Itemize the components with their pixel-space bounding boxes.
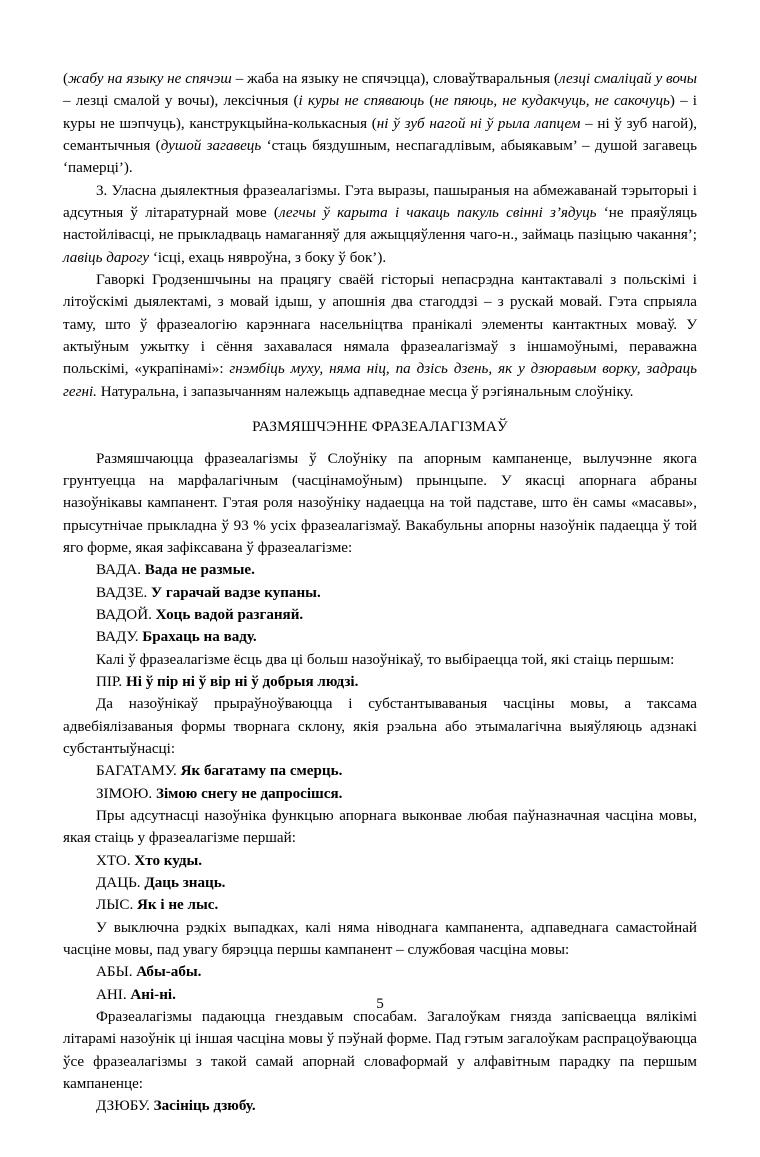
- example-group-2: [63, 671, 697, 693]
- text-run: (: [63, 71, 69, 87]
- text-run: – ні ў зуб нагой), семантычныя (: [63, 115, 698, 155]
- entry-headword: ДЗЮБУ.: [96, 1098, 154, 1115]
- dictionary-entry: [63, 894, 697, 916]
- dictionary-entry: [63, 671, 697, 693]
- dictionary-entry: [63, 626, 697, 648]
- paragraph-7: [63, 805, 697, 850]
- italic-run: не пяюць, не кудакчуць, не сакочуць: [434, 93, 670, 110]
- entry-headword: ЛЫС.: [96, 897, 138, 914]
- text-run: Да назоўнікаў прыраўноўваюцца і субстантываваныя часціны мовы, а таксама адвебіялізаваныя формы творнага склону, якія рэальна або этымалагічна выяўляюць адзнакі субстантыўнасці:: [63, 696, 697, 757]
- paragraph-1: [63, 68, 697, 180]
- dictionary-entry: [63, 961, 697, 983]
- entry-phrase: Ні ў пір ні ў вір ні ў добрыя людзі.: [125, 673, 359, 690]
- text-run: Калі ў фразеалагізме ёсць два ці больш назоўнікаў, то выбіраецца той, які стаіць першым:: [96, 651, 675, 668]
- entry-headword: ДАЦЬ.: [96, 875, 145, 892]
- text-column: [63, 68, 697, 1118]
- entry-headword: ЗІМОЮ.: [96, 785, 156, 802]
- italic-run: гнэмбіць муху, няма ніц, па дзісь дзень, як у дзюравым ворку, задраць гегні.: [63, 361, 697, 400]
- example-group-3: [63, 760, 697, 805]
- italic-run: лавіць дарогу: [63, 249, 150, 266]
- entry-headword: ВАДОЙ.: [96, 606, 156, 623]
- example-group-6: [63, 1095, 697, 1117]
- entry-phrase: Хоць вадой разганяй.: [155, 606, 304, 623]
- entry-headword: ВАДУ.: [96, 629, 143, 646]
- paragraph-9: [63, 1006, 697, 1095]
- entry-phrase: Засініць дзюбу.: [153, 1098, 256, 1115]
- entry-phrase: Ані-ні.: [130, 986, 176, 1003]
- text-run: ) – і куры не шэпчуць), канструкцыйна-колькасныя (: [63, 93, 698, 132]
- entry-phrase: Як і не лыс.: [137, 897, 219, 914]
- entry-headword: ХТО.: [96, 852, 135, 869]
- text-run: У выключна рэдкіх выпадках, калі няма ніводнага кампанента, адпаведнага самастойнай часціне мовы, пад увагу бярэцца першы кампанент – службовая часціна мовы:: [63, 919, 697, 959]
- entry-phrase: Даць знаць.: [144, 875, 226, 892]
- section-heading: РАЗМЯШЧЭННЕ ФРАЗЕАЛАГІЗМАЎ: [252, 419, 508, 436]
- dictionary-entry: [63, 760, 697, 782]
- paragraph-8: [63, 917, 697, 962]
- italic-run: душой загавець: [160, 138, 262, 155]
- italic-run: ні ў зуб нагой ні ў рыла лапцем: [376, 115, 581, 132]
- entry-phrase: Абы-абы.: [136, 964, 202, 981]
- text-run: Пры адсутнасці назоўніка функцыю апорнага выконвае любая паўназначная часціна мовы, якая стаіць у фразеалагізме першай:: [63, 808, 697, 847]
- entry-phrase: У гарачай вадзе купаны.: [151, 584, 321, 601]
- paragraph-6: [63, 693, 697, 760]
- paragraph-2: [63, 180, 697, 269]
- text-run: (: [424, 93, 435, 110]
- dictionary-entry: [63, 559, 697, 581]
- entry-phrase: Зімою снегу не дапросішся.: [155, 785, 343, 802]
- text-run: ‘не праяўляць настойлівасці, не прыкладваць намаганняў для ажыццяўлення чаго-н., займаць пазіцыю чакання’;: [63, 205, 698, 244]
- dictionary-entry: [63, 872, 697, 894]
- text-run: Натуральна, і запазычанням належыць адпаведнае месца ў рэгіянальным слоўніку.: [96, 383, 634, 400]
- entry-headword: ВАДЗЕ.: [96, 584, 152, 601]
- text-run: ‘стаць бяздушным, неспагадлівым, абыякавым’ – душой загавець ‘памерці’).: [63, 138, 697, 177]
- entry-headword: ВАДА.: [96, 562, 145, 579]
- italic-run: жабу на языку не спячэш: [68, 71, 232, 87]
- dictionary-entry: [63, 850, 697, 872]
- text-run: Гаворкі Гродзеншчыны на працягу сваёй гісторыі непасрэдна кантактавалі з польскімі і літоўскімі дыялектамі, з мовай ідыш, у апошнія два стагоддзі – з рускай мовай. Гэта спрыяла таму, што ў фразеалогію карэннага насельніцтва пранікалі элементы кантактных моваў. У актыўным ужытку і сёння захавалася нямала фразеалагізмаў з іншамоўнымі, пераважна польскімі, «украпінамі»:: [63, 272, 697, 378]
- entry-phrase: Хто куды.: [134, 852, 203, 869]
- text-run: – лезці смалой у вочы), лексічныя (: [63, 93, 299, 110]
- italic-run: і куры не спяваюць: [298, 93, 425, 110]
- example-group-1: [63, 559, 697, 648]
- dictionary-entry: [63, 1095, 697, 1117]
- dictionary-entry: [63, 582, 697, 604]
- entry-headword: АНІ.: [96, 986, 131, 1003]
- paragraph-4: [63, 448, 697, 560]
- entry-headword: БАГАТАМУ.: [96, 763, 181, 780]
- italic-run: легчы ў карыта і чакаць пакуль свінні з’ядуць: [278, 205, 597, 222]
- italic-run: лезці смаліцай у вочы: [559, 71, 697, 87]
- dictionary-entry: [63, 783, 697, 805]
- page-number: 5: [376, 996, 384, 1012]
- entry-headword: АБЫ.: [96, 964, 137, 981]
- dictionary-entry: [63, 604, 697, 626]
- text-run: – жаба на языку не спячэцца), словаўтваральныя (: [231, 71, 560, 87]
- entry-phrase: Вада не размые.: [144, 562, 255, 579]
- entry-headword: ПІР.: [96, 673, 126, 690]
- example-group-4: [63, 850, 697, 917]
- entry-phrase: Як багатаму па смерць.: [180, 763, 343, 780]
- text-run: Фразеалагізмы падаюцца гнездавым спосабам. Загалоўкам гнязда запісваецца вялікімі літарамі назоўнік ці іншая часціна мовы ў пэўнай форме. Пад гэтым загалоўкам распрацоўваюцца ўсе фразеалагізмы з такой самай апорнай словаформай у алфавітным парадку па першым кампаненце:: [63, 1009, 697, 1093]
- entry-phrase: Брахаць на ваду.: [142, 629, 257, 646]
- paragraph-5: [63, 649, 697, 671]
- text-run: Размяшчаюцца фразеалагізмы ў Слоўніку па апорным кампаненце, вылучэнне якога грунтуецца на марфалагічным (часцінамоўным) прынцыпе. У якасці апорнага абраны назоўнікавы кампанент. Гэтая роля назоўніку надаецца на той падставе, што ён самы «масавы», прысутнічае прыкладна ў 93 % усіх фразеалагізмаў. Вакабульны апорны назоўнік падаецца ў той яго форме, якая зафіксавана ў фразеалагізме:: [63, 450, 697, 556]
- text-run: 3. Уласна дыялектныя фразеалагізмы. Гэта выразы, пашыраныя на абмежаванай тэрыторыі і адсутныя ў літаратурнай мове (: [63, 182, 697, 222]
- paragraph-3: [63, 269, 697, 403]
- text-run: ‘ісці, ехаць нявроўна, з боку ў бок’).: [149, 249, 387, 266]
